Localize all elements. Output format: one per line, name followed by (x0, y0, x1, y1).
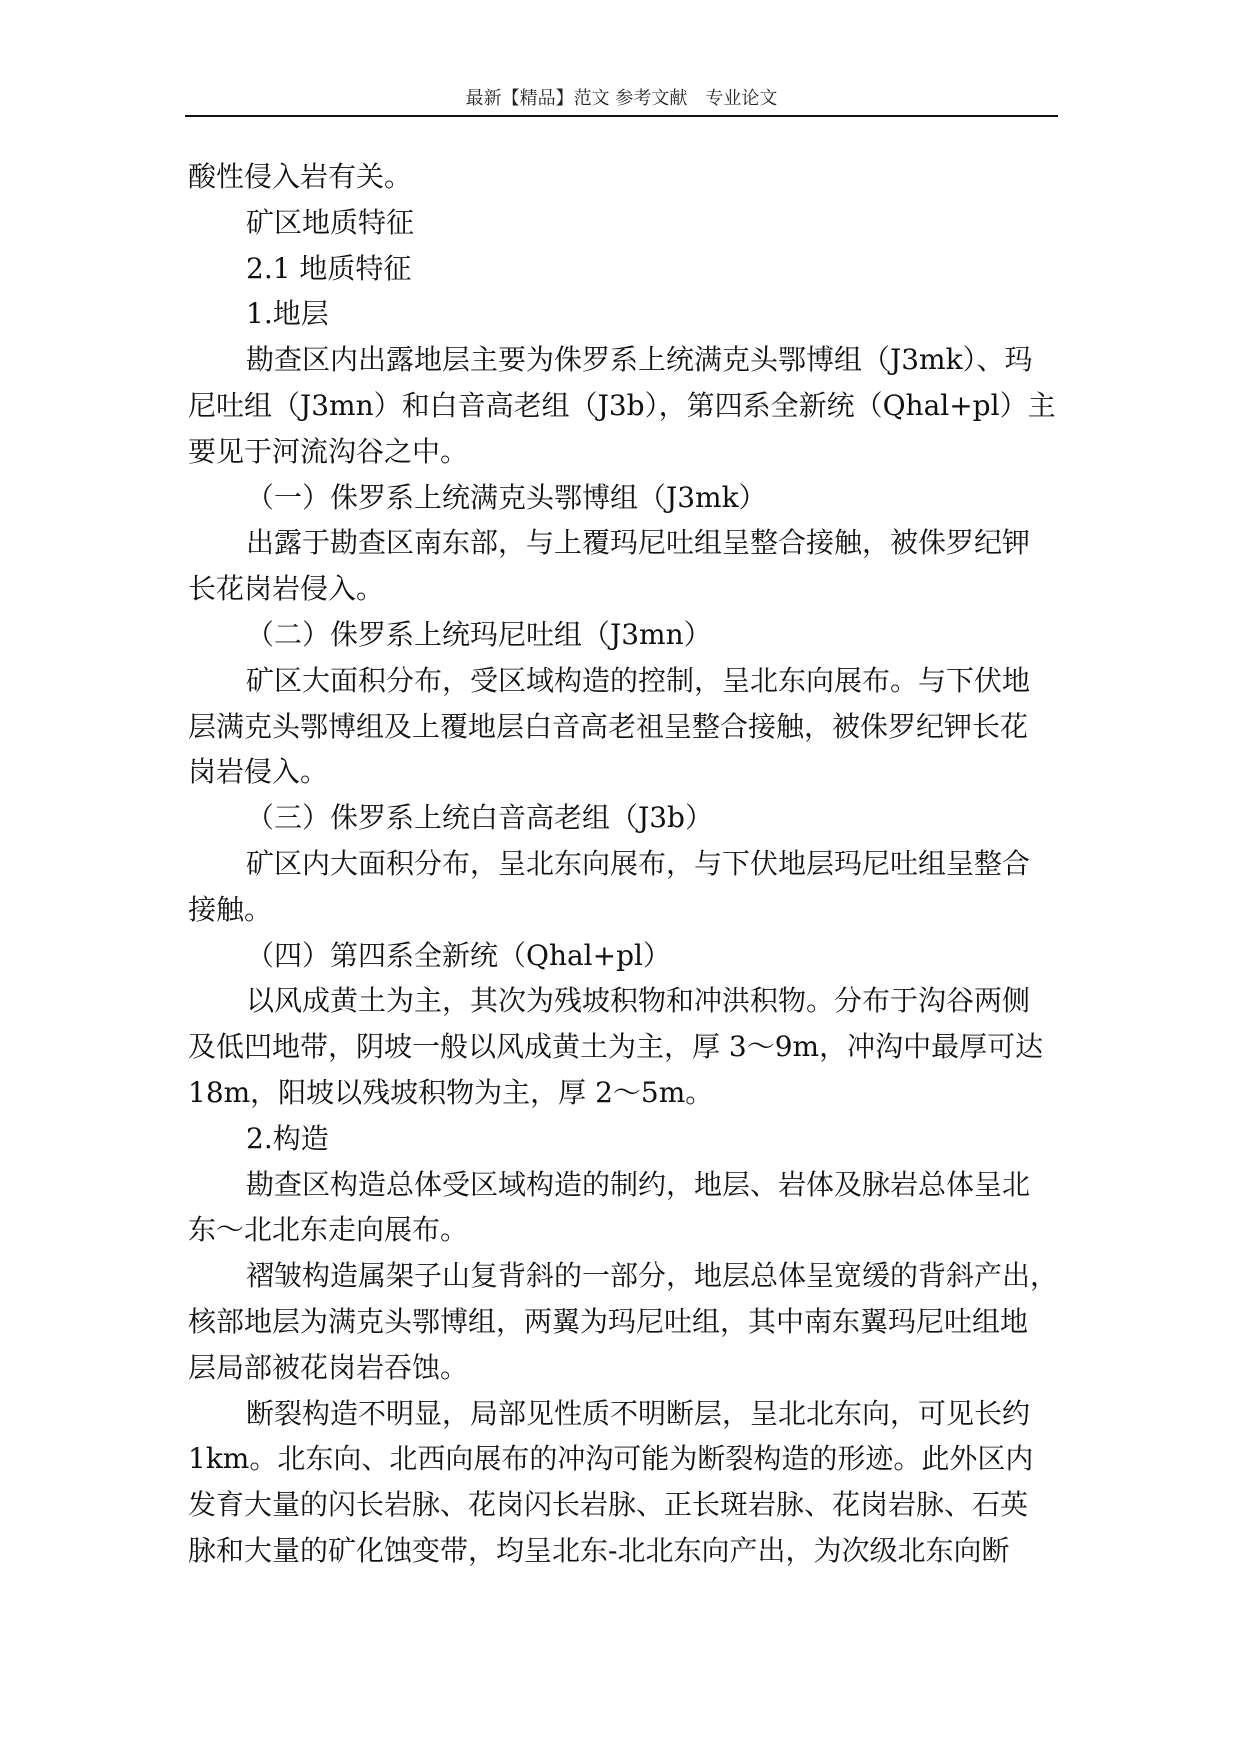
text-line: 酸性侵入岩有关。 (188, 160, 413, 193)
text-line: 矿区大面积分布，受区域构造的控制，呈北东向展布。与下伏地 (246, 663, 1031, 697)
text-line: 层满克头鄂博组及上覆地层白音高老祖呈整合接触，被侏罗纪钾长花 (188, 709, 1029, 743)
text-line: （三）侏罗系上统白音高老组（J3b） (246, 801, 713, 835)
text-line: 岗岩侵入。 (188, 755, 329, 789)
text-line: 核部地层为满克头鄂博组，两翼为玛尼吐组，其中南东翼玛尼吐组地 (188, 1304, 1029, 1338)
page-header: 最新【精品】范文 参考文献 专业论文 (465, 88, 778, 109)
text-line: 以风成黄土为主，其次为残坡积物和冲洪积物。分布于沟谷两侧 (246, 984, 1031, 1018)
text-line: （一）侏罗系上统满克头鄂博组（J3mk） (246, 480, 767, 514)
text-line: 矿区内大面积分布，呈北东向展布，与下伏地层玛尼吐组呈整合 (246, 846, 1031, 880)
text-line: 脉和大量的矿化蚀变带，均呈北东-北北东向产出，为次级北东向断 (188, 1533, 1010, 1567)
text-line: 2.1 地质特征 (246, 251, 412, 285)
text-line: 接触。 (188, 892, 273, 926)
text-line: 勘查区构造总体受区域构造的制约，地层、岩体及脉岩总体呈北 (246, 1167, 1031, 1201)
text-line: 东～北北东走向展布。 (188, 1213, 469, 1247)
text-line: 长花岗岩侵入。 (188, 572, 385, 606)
text-line: （二）侏罗系上统玛尼吐组（J3mn） (246, 617, 712, 651)
text-line: 尼吐组（J3mn）和白音高老组（J3b），第四系全新统（Qhal+pl）主 (188, 388, 1056, 422)
text-line: 出露于勘查区南东部，与上覆玛尼吐组呈整合接触，被侏罗纪钾 (246, 526, 1031, 560)
text-line: 要见于河流沟谷之中。 (188, 434, 469, 468)
text-line: 1.地层 (246, 297, 329, 331)
text-line: 发育大量的闪长岩脉、花岗闪长岩脉、正长斑岩脉、花岗岩脉、石英 (188, 1488, 1029, 1522)
text-line: 断裂构造不明显，局部见性质不明断层，呈北北东向，可见长约 (246, 1396, 1031, 1430)
document-body (188, 154, 1058, 1574)
text-line: 层局部被花岗岩吞蚀。 (188, 1350, 469, 1384)
text-line: 18m，阳坡以残坡积物为主，厚 2～5m。 (188, 1075, 714, 1109)
text-line: 及低凹地带，阴坡一般以风成黄土为主，厚 3～9m，冲沟中最厚可达 (188, 1030, 1044, 1064)
text-line: 2.构造 (246, 1121, 329, 1155)
text-line: 矿区地质特征 (246, 205, 415, 239)
text-line: （四）第四系全新统（Qhal+pl） (246, 938, 671, 972)
text-line: 褶皱构造属架子山复背斜的一部分，地层总体呈宽缓的背斜产出， (246, 1259, 1058, 1293)
text-line: 1km。北东向、北西向展布的冲沟可能为断裂构造的形迹。此外区内 (188, 1442, 1034, 1476)
text-line: 勘查区内出露地层主要为侏罗系上统满克头鄂博组（J3mk）、玛 (246, 343, 1033, 377)
header-divider (185, 115, 1058, 117)
